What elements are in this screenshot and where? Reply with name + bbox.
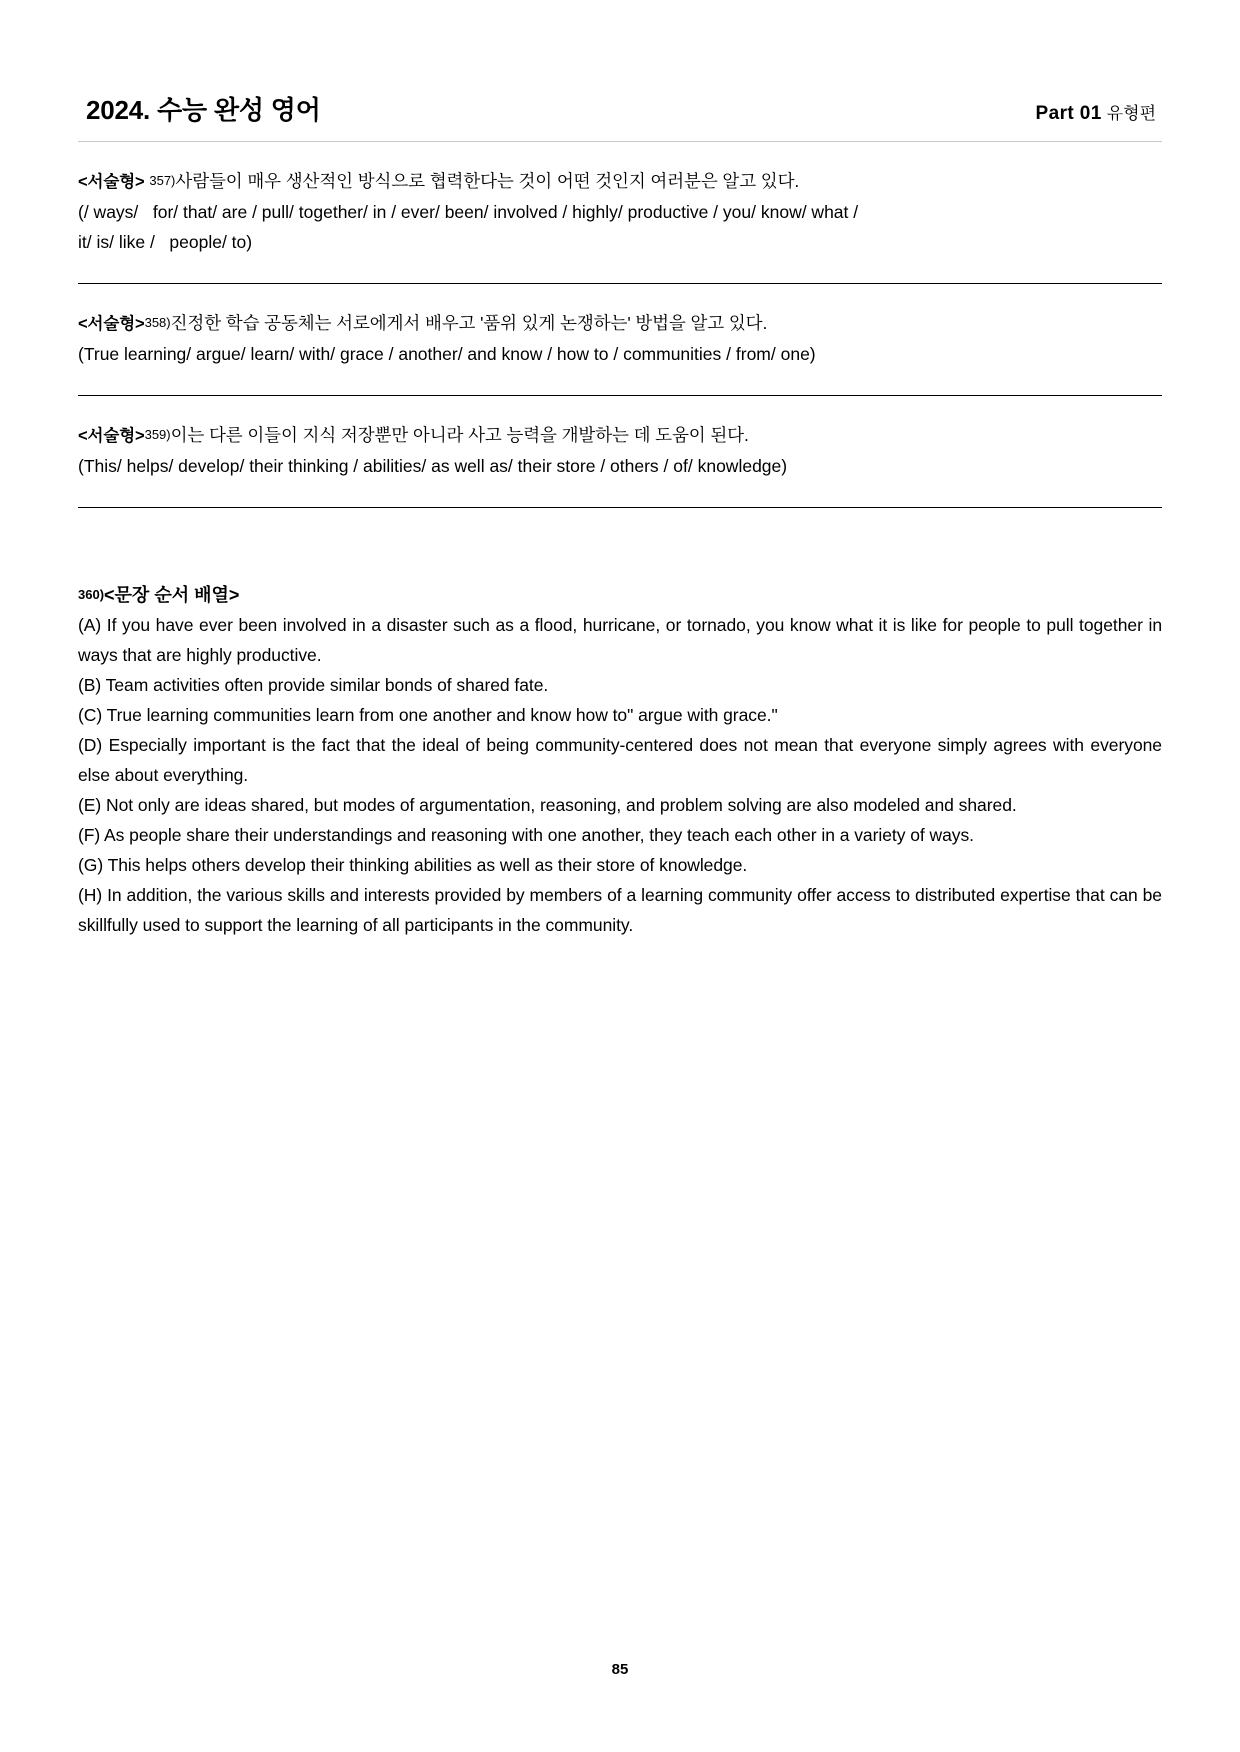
question-block-357 bbox=[78, 142, 1162, 284]
question-tag-359: <서술형> bbox=[78, 427, 145, 445]
order-section-number: 360) bbox=[78, 587, 105, 602]
header-part-label: Part 01 bbox=[1035, 103, 1102, 124]
order-item-d: (D) Especially important is the fact that the ideal of being community-centered does not mean that everyone simply agrees with everyone else about everything. bbox=[78, 735, 1162, 785]
question-tag-358: <서술형> bbox=[78, 315, 145, 333]
order-item-f: (F) As people share their understandings and reasoning with one another, they teach each other in a variety of ways. bbox=[78, 825, 974, 845]
question-prompt-358 bbox=[78, 308, 1162, 339]
order-item-a: (A) If you have ever been involved in a disaster such as a flood, hurricane, or tornado, you know what it is like for people to pull together in ways that are highly productive. bbox=[78, 615, 1162, 665]
page-title: 2024. 수능 완성 영어 bbox=[86, 95, 321, 125]
question-korean-359: 이는 다른 이들이 지식 저장뿐만 아니라 사고 능력을 개발하는 데 도움이 된다. bbox=[170, 425, 749, 445]
page-number: 85 bbox=[611, 1661, 629, 1678]
question-number-358: 358) bbox=[144, 315, 171, 330]
question-prompt-359 bbox=[78, 420, 1162, 451]
order-item-c: (C) True learning communities learn from one another and know how to" argue with grace." bbox=[78, 705, 778, 725]
order-section-heading bbox=[78, 580, 1162, 610]
page-footer bbox=[0, 1661, 1240, 1678]
question-block-358 bbox=[78, 284, 1162, 396]
question-korean-358: 진정한 학습 공동체는 서로에게서 배우고 '품위 있게 논쟁하는' 방법을 알고 있다. bbox=[170, 313, 768, 333]
question-scramble-357-line1: (/ ways/ for/ that/ are / pull/ together/ in / ever/ been/ involved / highly/ productive / you/ know/ what / bbox=[78, 202, 859, 222]
question-number-359: 359) bbox=[144, 427, 171, 442]
question-prompt-357 bbox=[78, 166, 1162, 197]
header-part-info bbox=[1036, 99, 1156, 125]
question-number-357: 357) bbox=[149, 173, 176, 188]
question-korean-357: 사람들이 매우 생산적인 방식으로 협력한다는 것이 어떤 것인지 여러분은 알고 있다. bbox=[175, 171, 800, 191]
order-section-title: <문장 순서 배열> bbox=[104, 585, 240, 605]
page-header bbox=[78, 0, 1162, 127]
order-arrangement-section bbox=[78, 508, 1162, 940]
order-item-h: (H) In addition, the various skills and interests provided by members of a learning community offer access to distributed expertise that can be skillfully used to support the learning of all participants in the community. bbox=[78, 885, 1162, 935]
question-scramble-357-line2: it/ is/ like / people/ to) bbox=[78, 232, 253, 252]
question-tag-357: <서술형> bbox=[78, 173, 145, 191]
question-scramble-359-line1: (This/ helps/ develop/ their thinking / abilities/ as well as/ their store / others / of/ knowledge) bbox=[78, 456, 788, 476]
order-item-g: (G) This helps others develop their thinking abilities as well as their store of knowledge. bbox=[78, 855, 748, 875]
order-item-e: (E) Not only are ideas shared, but modes of argumentation, reasoning, and problem solving are also modeled and shared. bbox=[78, 795, 1017, 815]
header-section-label: 유형편 bbox=[1106, 104, 1156, 123]
order-item-b: (B) Team activities often provide similar bonds of shared fate. bbox=[78, 675, 549, 695]
question-scramble-358-line1: (True learning/ argue/ learn/ with/ grace / another/ and know / how to / communities / from/ one) bbox=[78, 344, 816, 364]
question-block-359 bbox=[78, 396, 1162, 508]
